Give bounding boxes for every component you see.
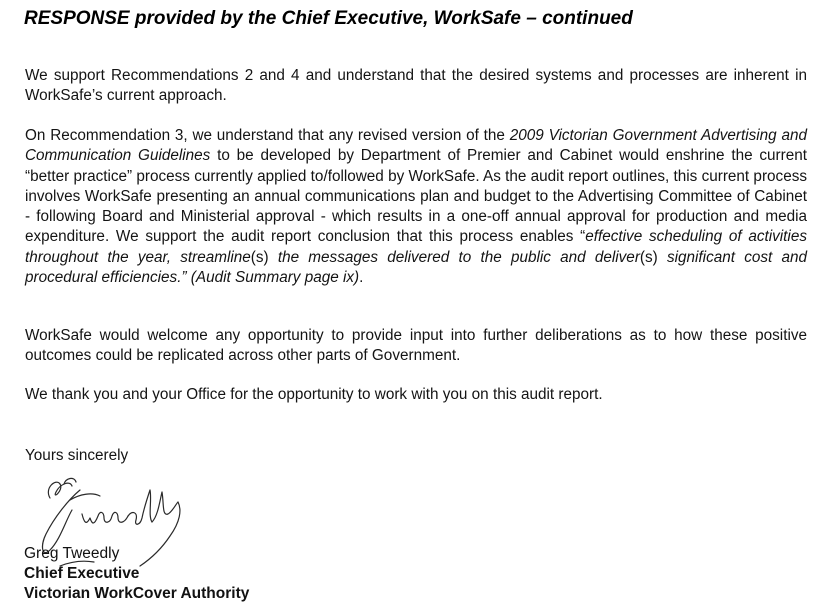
guidelines-title: 2009 Victorian Government Advertising and Communication Guidelines — [25, 127, 807, 165]
signatory-title: Chief Executive — [24, 565, 140, 582]
quote-part-a: effective scheduling of activities throughout the year, streamline — [25, 228, 807, 266]
paragraph-recommendations-2-4: We support Recommendations 2 and 4 and understand that the desired systems and processes are inherent in WorkSafe’s current approach. — [25, 67, 807, 105]
quote-part-c: the messages delivered to the public and deliver — [268, 248, 640, 266]
quote-part-b: (s) — [250, 248, 269, 266]
paragraph-text-1: On Recommendation 3, we understand that any revised version of the — [25, 127, 510, 144]
paragraph-text-3: . — [359, 269, 364, 287]
signature-block — [24, 544, 249, 604]
page-heading: RESPONSE provided by the Chief Executive, WorkSafe – continued — [24, 8, 633, 29]
paragraph-thanks: We thank you and your Office for the opportunity to work with you on this audit report. — [25, 386, 603, 403]
paragraph-text-2: to be developed by Department of Premier and Cabinet would enshrine the current “better practice” process currently applied to/followed by WorkSafe. As the audit report outlines, this current process involves WorkSafe presenting an annual communications plan and budget to the Advertising Committee of Cabinet - following Board and Ministerial approval - which results in a one-off annual approval for production and media expenditure. We support the audit report conclusion that this process enables “ — [25, 147, 807, 246]
signatory-name: Greg Tweedly — [24, 545, 120, 562]
quote-part-d: (s) — [639, 248, 658, 266]
paragraph-welcome-input: WorkSafe would welcome any opportunity to provide input into further deliberations as to how these positive outcomes could be replicated across other parts of Government. — [25, 327, 807, 365]
paragraph-recommendation-3 — [25, 126, 807, 288]
quote-part-e: significant cost and procedural efficiencies.” (Audit Summary page ix) — [25, 248, 807, 287]
signatory-organisation: Victorian WorkCover Authority — [24, 585, 250, 602]
closing-salutation: Yours sincerely — [25, 447, 129, 464]
